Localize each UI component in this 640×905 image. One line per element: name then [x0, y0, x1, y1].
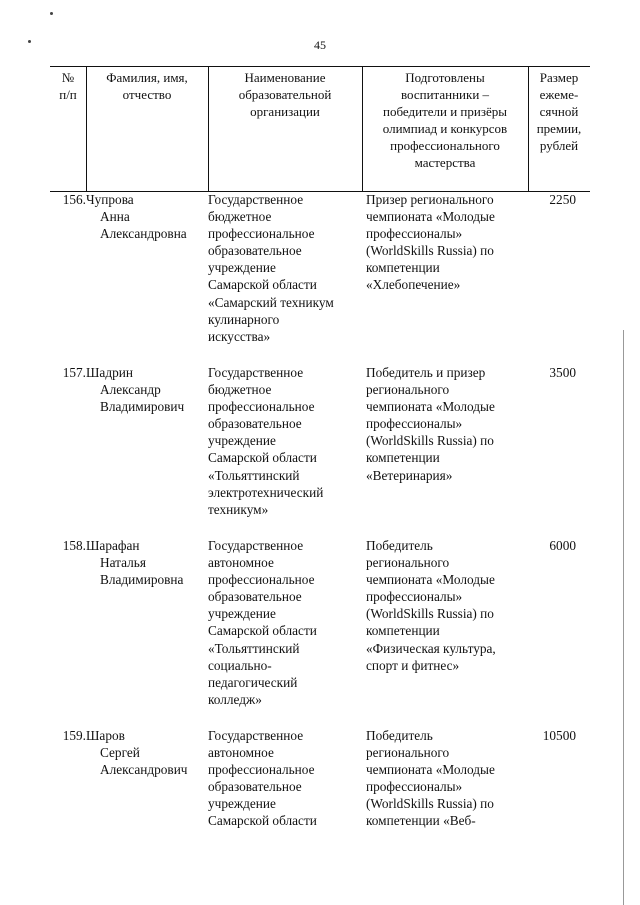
bonus-amount: 10500 — [542, 728, 576, 743]
table-header — [50, 66, 590, 192]
patronymic: Владимирович — [100, 399, 185, 415]
page-number: 45 — [314, 38, 326, 52]
organization: Государственное автономное профессиональное образовательное учреждение Самарской области — [208, 728, 317, 829]
header-line: организации — [250, 104, 320, 119]
organization: Государственное автономное профессиональное образовательное учреждение Самарской области «Тольяттинский социально- педагогический колледж» — [208, 538, 317, 707]
header-line: ежеме- — [539, 87, 579, 102]
header-line: победители и призёры — [383, 104, 507, 119]
scan-speck — [50, 12, 53, 15]
row-number: 156. — [62, 192, 86, 207]
row-number: 157. — [62, 365, 86, 380]
first-name: Анна — [100, 209, 130, 225]
person-name — [86, 364, 206, 415]
surname: Шадрин — [86, 365, 133, 380]
row-number: 158. — [62, 538, 86, 553]
header-line: п/п — [59, 87, 77, 102]
patronymic: Александрович — [100, 762, 188, 778]
organization: Государственное бюджетное профессиональное образовательное учреждение Самарской области «Тольяттинский электротехнический техникум» — [208, 365, 324, 517]
first-name: Сергей — [100, 745, 140, 761]
achievement: Победитель регионального чемпионата «Молодые профессионалы» (WorldSkills Russia) по компетенции «Физическая культура, спорт и фитнес» — [366, 538, 496, 673]
first-name: Александр — [100, 382, 161, 398]
header-line: олимпиад и конкурсов — [382, 121, 508, 136]
achievement: Победитель и призер регионального чемпионата «Молодые профессионалы» (WorldSkills Russia) по компетенции «Ветеринария» — [366, 365, 495, 483]
header-line: Фамилия, имя, — [106, 70, 188, 85]
surname: Шаров — [86, 728, 125, 743]
row-number: 159. — [62, 728, 86, 743]
first-name: Наталья — [100, 555, 146, 571]
header-line: Подготовлены — [405, 70, 485, 85]
column-header-amount — [528, 67, 590, 191]
column-header-name — [86, 67, 208, 191]
surname: Шарафан — [86, 538, 140, 553]
header-line: № — [61, 70, 75, 85]
person-name — [86, 191, 206, 242]
header-line: профессионального — [390, 138, 500, 153]
bonus-amount: 2250 — [549, 192, 576, 207]
column-header-achievements — [362, 67, 528, 191]
achievement: Призер регионального чемпионата «Молодые профессионалы» (WorldSkills Russia) по компетенции «Хлебопечение» — [366, 192, 495, 293]
organization: Государственное бюджетное профессиональное образовательное учреждение Самарской области «Самарский техникум кулинарного искусства» — [208, 192, 334, 344]
header-line: Размер — [539, 70, 579, 85]
person-name — [86, 537, 206, 588]
column-header-organization — [208, 67, 362, 191]
header-line: рублей — [539, 138, 579, 153]
header-line: образовательной — [238, 87, 332, 102]
patronymic: Александровна — [100, 226, 187, 242]
header-line: Наименование — [244, 70, 326, 85]
header-line: мастерства — [414, 155, 476, 170]
scan-edge-line — [623, 330, 624, 905]
header-line: сячной — [539, 104, 579, 119]
header-line: отчество — [122, 87, 172, 102]
bonus-amount: 3500 — [549, 365, 576, 380]
achievement: Победитель регионального чемпионата «Молодые профессионалы» (WorldSkills Russia) по компетенции «Веб- — [366, 728, 495, 829]
person-name — [86, 727, 206, 778]
header-line: воспитанники – — [400, 87, 490, 102]
patronymic: Владимировна — [100, 572, 184, 588]
scan-speck — [28, 40, 31, 43]
bonus-amount: 6000 — [549, 538, 576, 553]
surname: Чупрова — [86, 192, 134, 207]
column-header-number — [50, 67, 86, 191]
header-line: премии, — [536, 121, 582, 136]
